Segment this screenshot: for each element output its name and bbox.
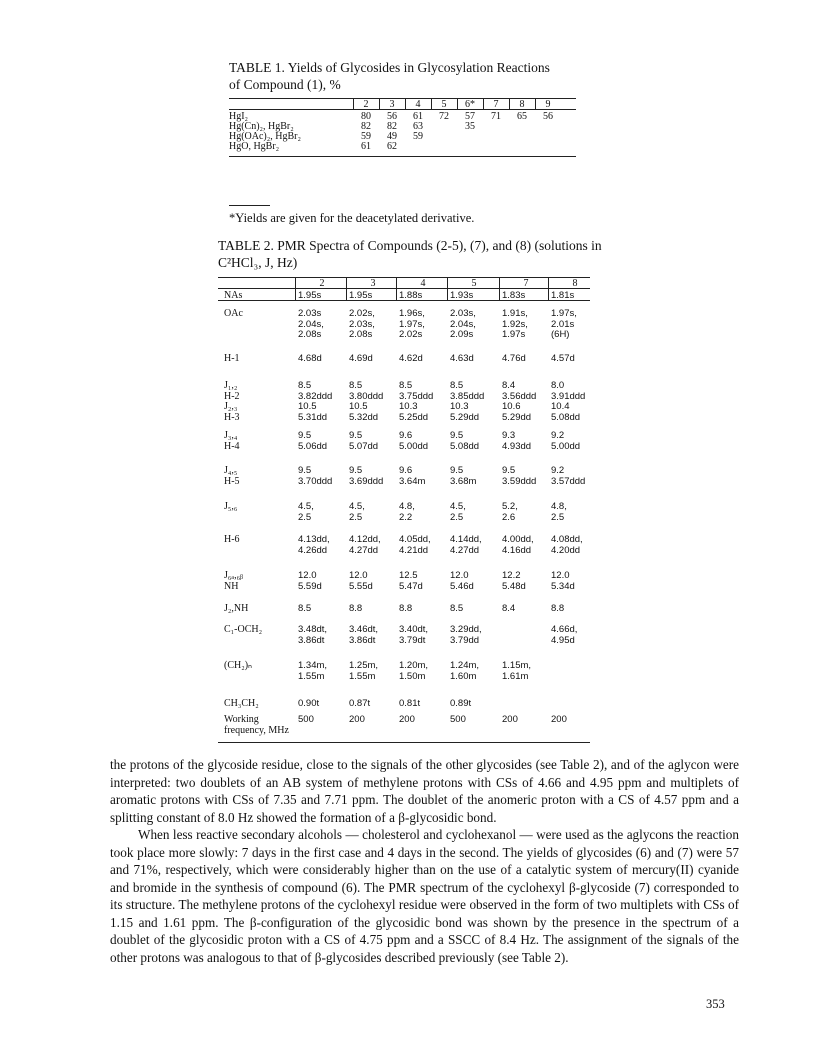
table1-cell: 72: [439, 111, 449, 122]
table1-col-header: 3: [389, 99, 395, 110]
table1-cell: 71: [491, 111, 501, 122]
table2-cell: 12.0 5.46d: [450, 570, 474, 592]
table2-cell: 12.5 5.47d: [399, 570, 423, 592]
table1-bottom-rule: [229, 156, 576, 157]
table2-cell: 4.57d: [551, 353, 575, 364]
table2-cell: 4.8, 2.5: [551, 501, 567, 523]
table1-col-header: 9: [545, 99, 551, 110]
table2-cell: 8.5: [450, 603, 464, 614]
table2-cell: 4.00dd, 4.16dd: [502, 534, 534, 556]
table2-cell: 1.96s, 1.97s, 2.02s: [399, 308, 425, 340]
table1-col-divider: [431, 98, 432, 109]
table2-cell: 8.5 3.82ddd 10.5 5.31dd: [298, 380, 333, 423]
table2-cell: 9.6 3.64m: [399, 465, 426, 487]
table2-cell: 200: [399, 714, 415, 725]
table2-col-header: 5: [471, 278, 477, 289]
table1-col-divider: [483, 98, 484, 109]
table2-cell: 4.5, 2.5: [450, 501, 466, 523]
table2-cell: 9.5 3.68m: [450, 465, 477, 487]
table2-cell: 9.5 3.59ddd: [502, 465, 537, 487]
table2-cell: 8.8: [551, 603, 565, 614]
table2-cell: 1.88s: [399, 290, 423, 301]
table2-row-label: J₄,₅ H-5: [224, 465, 240, 487]
table2-cell: 1.83s: [502, 290, 526, 301]
table2-cell: 8.0 3.91ddd 10.4 5.08dd: [551, 380, 586, 423]
table2-row-label: Working frequency, MHz: [224, 714, 289, 736]
table1-col-divider: [457, 98, 458, 109]
body-text: [110, 756, 739, 966]
table2-cell: 4.12dd, 4.27dd: [349, 534, 381, 556]
table2-col-header: 2: [319, 278, 325, 289]
table2-col-header: 7: [523, 278, 529, 289]
table2-cell: 9.5 3.70ddd: [298, 465, 333, 487]
table1-row-label: HgO, HgBr₂: [229, 141, 280, 152]
table2-cell: 5.2, 2.6: [502, 501, 518, 523]
table1-col-divider: [509, 98, 510, 109]
table1-caption-line1: TABLE 1. Yields of Glycosides in Glycosylation Reactions: [229, 60, 550, 75]
table2-cell: 12.0 5.55d: [349, 570, 373, 592]
table1-col-divider: [535, 98, 536, 109]
table2-cell: 1.24m, 1.60m: [450, 660, 480, 682]
table1-caption-line2: of Compound (1), %: [229, 77, 341, 92]
table2-row-label: H-1: [224, 353, 240, 364]
table2-cell: 3.40dt, 3.79dt: [399, 624, 429, 646]
table2-cell: 0.89t: [450, 698, 472, 709]
table2-cell: 1.91s, 1.92s, 1.97s: [502, 308, 528, 340]
table2-cell: 12.2 5.48d: [502, 570, 526, 592]
table1-row-label: HgI₂: [229, 111, 249, 122]
table2-row-label: (CH₂)ₙ: [224, 660, 253, 671]
table2-cell: 1.95s: [349, 290, 373, 301]
table2-cell: 8.8: [349, 603, 363, 614]
table2-row-label: J₃,₄ H-4: [224, 430, 240, 452]
table2-col-header: 3: [370, 278, 376, 289]
table2-row-label: NAs: [224, 290, 243, 301]
table2-cell: 4.5, 2.5: [298, 501, 314, 523]
table2-cell: 4.05dd, 4.21dd: [399, 534, 431, 556]
table1-col-header: 7: [493, 99, 499, 110]
table2-caption-line2: C²HCl₃, J, Hz): [218, 255, 298, 270]
table2-row-label: C₁-OCH₂: [224, 624, 263, 635]
table2-cell: 8.5 3.85ddd 10.3 5.29dd: [450, 380, 485, 423]
table2-cell: 200: [349, 714, 365, 725]
table1-col-divider: [405, 98, 406, 109]
table2-cell: 4.63d: [450, 353, 474, 364]
table2-cell: 9.5 5.07dd: [349, 430, 379, 452]
table1-cell: 59: [413, 131, 423, 142]
table2-row-label: CH₃CH₂: [224, 698, 259, 709]
table2-row-label: J₅,₆: [224, 501, 238, 512]
table2-cell: 1.95s: [298, 290, 322, 301]
table2-cell: 4.66d, 4.95d: [551, 624, 578, 646]
table2-cell: 8.4: [502, 603, 516, 614]
table2-col-divider: [447, 277, 448, 300]
table2-col-divider: [499, 277, 500, 300]
table2-cell: 9.2 3.57ddd: [551, 465, 586, 487]
table2-top-rule: [218, 277, 590, 278]
table2-row-label: H-6: [224, 534, 240, 545]
table2-cell: 200: [502, 714, 518, 725]
table2-cell: 500: [450, 714, 466, 725]
table1: [229, 98, 576, 158]
page-number: 353: [706, 997, 725, 1011]
table1-cell: 59: [361, 131, 371, 142]
table1-col-header: 2: [363, 99, 369, 110]
paragraph-1: the protons of the glycoside residue, close to the signals of the other glycosides (see Table 2), and of the aglycon were interpreted: two doublets of an AB system of methylene protons with CSs of 4.66 and 4.95 ppm and multiplets of aromatic protons with CSs of 7.35 and 7.71 ppm. The doublet of the anomeric proton with a CS of 4.57 ppm and a splitting constant of 8.0 Hz showed the formation of a β-glycosidic bond.: [110, 757, 739, 825]
table2-cell: 1.81s: [551, 290, 575, 301]
table2-cell: 1.93s: [450, 290, 474, 301]
table1-cell: 82: [361, 121, 371, 132]
table2-cell: 3.29dd, 3.79dd: [450, 624, 482, 646]
table2-cell: 9.2 5.00dd: [551, 430, 581, 452]
table1-col-header: 8: [519, 99, 525, 110]
table2-cell: 0.90t: [298, 698, 320, 709]
table2-cell: 4.62d: [399, 353, 423, 364]
table2-cell: 4.14dd, 4.27dd: [450, 534, 482, 556]
table2-cell: 8.4 3.56ddd 10.6 5.29dd: [502, 380, 537, 423]
table2-cell: 4.68d: [298, 353, 322, 364]
table1-cell: 63: [413, 121, 423, 132]
table2-cell: 4.08dd, 4.20dd: [551, 534, 583, 556]
table2-cell: 9.3 4.93dd: [502, 430, 532, 452]
table1-cell: 49: [387, 131, 397, 142]
table2-row-label: J₁,₂ H-2 J₂,₃ H-3: [224, 380, 240, 423]
table2-cell: 4.13dd, 4.26dd: [298, 534, 330, 556]
table2-cell: 9.5 3.69ddd: [349, 465, 384, 487]
table1-col-header: 6*: [465, 99, 475, 110]
table1-cell: 65: [517, 111, 527, 122]
table2-cell: 200: [551, 714, 567, 725]
table1-col-header: 5: [441, 99, 447, 110]
footnote-rule: [229, 205, 270, 206]
table1-cell: 80: [361, 111, 371, 122]
paragraph-2: When less reactive secondary alcohols — cholesterol and cyclohexanol — were used as the aglycons the reaction took place more slowly: 7 days in the first case and 4 days in the second. The yields of glycosides (6) and (7) were 57 and 71%, respectively, which were considerably higher than on the use of a catalytic system of mercury(II) cyanide and bromide in the synthesis of compound (6). The PMR spectrum of the cyclohexyl β-glycoside (7) corresponded to its structure. The methylene protons of the cyclohexyl residue were observed in the form of two multiplets with CSs of 1.15 and 1.61 ppm. The β-configuration of the glycosidic bond was shown by the presence in the spectrum of a doublet of the glycosidic proton with a CS of 4.75 ppm and a SSCC of 8.4 Hz. The assignment of the signals of the other protons was analogous to that of β-glycosides described previously (see Table 2).: [110, 827, 739, 965]
table2-cell: 1.15m, 1.61m: [502, 660, 532, 682]
table2-col-header: 4: [420, 278, 426, 289]
table1-col-header: 4: [415, 99, 421, 110]
table2-cell: 8.5 3.80ddd 10.5 5.32dd: [349, 380, 384, 423]
table1-caption: [229, 59, 550, 93]
table2-cell: 4.5, 2.5: [349, 501, 365, 523]
table2-cell: 9.6 5.00dd: [399, 430, 429, 452]
table2-cell: 4.69d: [349, 353, 373, 364]
table1-cell: 61: [413, 111, 423, 122]
table2-cell: 0.87t: [349, 698, 371, 709]
table2-cell: 1.20m, 1.50m: [399, 660, 429, 682]
table2-cell: 1.25m, 1.55m: [349, 660, 379, 682]
table2-cell: 9.5 5.06dd: [298, 430, 328, 452]
table1-cell: 56: [543, 111, 553, 122]
table2-cell: 2.03s 2.04s, 2.08s: [298, 308, 324, 340]
table2-col-divider: [295, 277, 296, 300]
table2-row-label: J₂,NH: [224, 603, 249, 614]
table1-cell: 62: [387, 141, 397, 152]
table2-cell: 1.34m, 1.55m: [298, 660, 328, 682]
table2-cell: 8.8: [399, 603, 413, 614]
table2-row-label: J₆ₐ,₆ᵦ NH: [224, 570, 243, 592]
table2-cell: 2.03s, 2.04s, 2.09s: [450, 308, 476, 340]
table1-row-label: Hg(OAc)₂, HgBr₂: [229, 131, 301, 142]
table2-cell: 2.02s, 2.03s, 2.08s: [349, 308, 375, 340]
table2-cell: 8.5 3.75ddd 10.3 5.25dd: [399, 380, 434, 423]
table2-cell: 500: [298, 714, 314, 725]
table1-cell: 61: [361, 141, 371, 152]
table1-col-divider: [379, 98, 380, 109]
table2-col-divider: [346, 277, 347, 300]
table1-row-label: Hg(Cn)₂, HgBr₂: [229, 121, 294, 132]
table2-cell: 4.76d: [502, 353, 526, 364]
table2-cell: 12.0 5.34d: [551, 570, 575, 592]
table1-cell: 35: [465, 121, 475, 132]
table2: [218, 277, 590, 743]
table2-cell: 4.8, 2.2: [399, 501, 415, 523]
table1-col-divider: [353, 98, 354, 109]
table1-cell: 56: [387, 111, 397, 122]
table2-cell: 3.46dt, 3.86dt: [349, 624, 379, 646]
table2-cell: 9.5 5.08dd: [450, 430, 480, 452]
table2-bottom-rule: [218, 742, 590, 743]
table2-cell: 1.97s, 2.01s (6H): [551, 308, 577, 340]
table2-caption-line1: TABLE 2. PMR Spectra of Compounds (2-5), (7), and (8) (solutions in: [218, 238, 602, 253]
table2-col-header: 8: [572, 278, 578, 289]
table1-footnote: *Yields are given for the deacetylated derivative.: [229, 211, 475, 225]
table1-cell: 57: [465, 111, 475, 122]
table2-cell: 3.48dt, 3.86dt: [298, 624, 328, 646]
table1-cell: 82: [387, 121, 397, 132]
table2-cell: 8.5: [298, 603, 312, 614]
table2-cell: 12.0 5.59d: [298, 570, 322, 592]
table2-cell: 0.81t: [399, 698, 421, 709]
table2-caption: [218, 237, 602, 271]
table2-row-label: OAc: [224, 308, 243, 319]
